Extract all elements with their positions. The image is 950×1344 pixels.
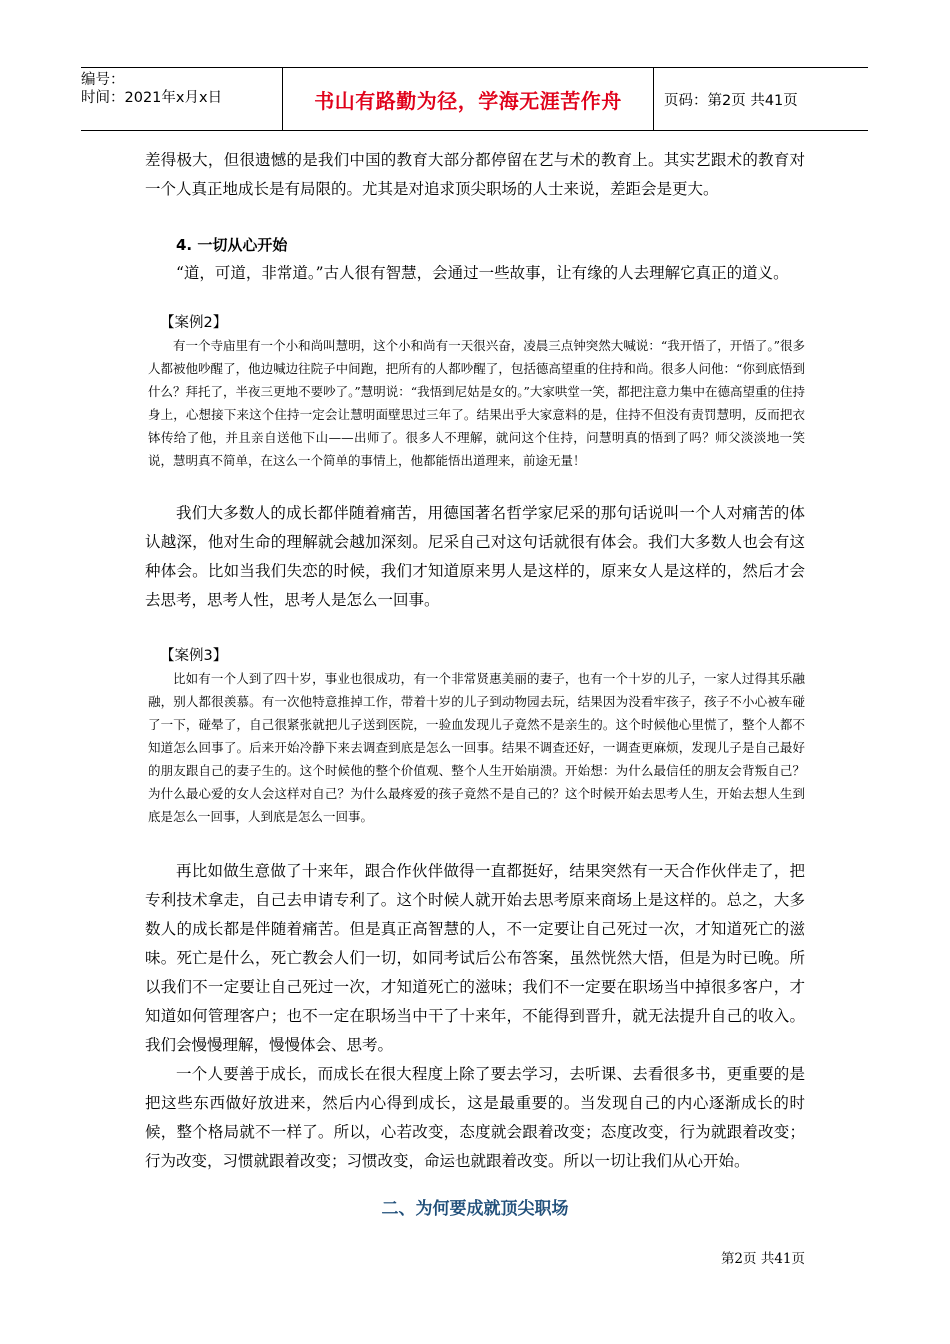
document-date-label: 时间：2021年x月x日 bbox=[81, 90, 223, 106]
page-header bbox=[81, 67, 868, 131]
document-body bbox=[145, 146, 805, 1219]
header-motto-cell bbox=[282, 68, 654, 130]
chapter-title: 二、为何要成就顶尖职场 bbox=[381, 1199, 569, 1219]
paragraph-1: 差得极大，但很遗憾的是我们中国的教育大部分都停留在艺与术的教育上。其实艺跟术的教育对一个人真正地成长是有局限的。尤其是对追求顶尖职场的人士来说，差距会是更大。 bbox=[145, 151, 805, 198]
paragraph-2: “道，可道，非常道。”古人很有智慧，会通过一些故事，让有缘的人去理解它真正的道义。 bbox=[176, 264, 789, 282]
paragraph-4: 再比如做生意做了十来年，跟合作伙伴做得一直都挺好，结果突然有一天合作伙伴走了，把专利技术拿走，自己去申请专利了。这个时候人就开始去思考原来商场上是这样的。总之，大多数人的成长都是伴随着痛苦。但是真正高智慧的人，不一定要让自己死过一次，才知道死亡的滋味。死亡是什么，死亡教会人们一切，如同考试后公布答案，虽然恍然大悟，但是为时已晚。所以我们不一定要让自己死过一次，才知道死亡的滋味；我们不一定要在职场当中掉很多客户，才知道如何管理客户；也不一定在职场当中干了十来年，不能得到晋升，就无法提升自己的收入。我们会慢慢理解，慢慢体会、思考。 bbox=[145, 862, 805, 1054]
header-page-number: 页码：第2页 共41页 bbox=[664, 92, 798, 109]
case-3-text: 比如有一个人到了四十岁，事业也很成功，有一个非常贤惠美丽的妻子，也有一个十岁的儿子，一家人过得其乐融融，别人都很羡慕。有一次他特意推掉工作，带着十岁的儿子到动物园去玩，结果因为没看牢孩子，孩子不小心被车碰了一下，碰晕了，自己很紧张就把儿子送到医院，一验血发现儿子竟然不是亲生的。这个时候他心里慌了，整个人都不知道怎么回事了。后来开始冷静下来去调查到底是怎么一回事。结果不调查还好，一调查更麻烦，发现儿子是自己最好的朋友跟自己的妻子生的。这个时候他的整个价值观、整个人生开始崩溃。开始想：为什么最信任的朋友会背叛自己？为什么最心爱的女人会这样对自己？为什么最疼爱的孩子竟然不是自己的？这个时候开始去思考人生，开始去想人生到底是怎么一回事，人到底是怎么一回事。 bbox=[148, 671, 805, 824]
section-heading-4: 4. 一切从心开始 bbox=[176, 236, 288, 254]
paragraph-5: 一个人要善于成长，而成长在很大程度上除了要去学习，去听课、去看很多书，更重要的是把这些东西做好放进来，然后内心得到成长，这是最重要的。当发现自己的内心逐渐成长的时候，整个格局就不一样了。所以，心若改变，态度就会跟着改变；态度改变，行为就跟着改变；行为改变，习惯就跟着改变；习惯改变，命运也就跟着改变。所以一切让我们从心开始。 bbox=[145, 1065, 805, 1170]
paragraph-3: 我们大多数人的成长都伴随着痛苦，用德国著名哲学家尼采的那句话说叫一个人对痛苦的体认越深，他对生命的理解就会越加深刻。尼采自己对这句话就很有体会。我们大多数人也会有这种体会。比如当我们失恋的时候，我们才知道原来男人是这样的，原来女人是这样的，然后才会去思考，思考人性，思考人是怎么一回事。 bbox=[145, 504, 805, 609]
header-page-cell bbox=[654, 68, 868, 130]
case-2-text: 有一个寺庙里有一个小和尚叫慧明，这个小和尚有一天很兴奋，凌晨三点钟突然大喊说：“我开悟了，开悟了。”很多人都被他吵醒了，他边喊边往院子中间跑，把所有的人都吵醒了，包括德高望重的住持和尚。很多人问他：“你到底悟到什么？拜托了，半夜三更地不要吵了。”慧明说：“我悟到尼姑是女的。”大家哄堂一笑，都把注意力集中在德高望重的住持身上，心想接下来这个住持一定会让慧明面壁思过三年了。结果出乎大家意料的是，住持不但没有责罚慧明，反而把衣钵传给了他，并且亲自送他下山——出师了。很多人不理解，就问这个住持，问慧明真的悟到了吗？师父淡淡地一笑说，慧明真不简单，在这么一个简单的事情上，他都能悟出道理来，前途无量！ bbox=[148, 338, 805, 468]
page-footer: 第2页 共41页 bbox=[720, 1251, 805, 1267]
case-2-label: 【案例2】 bbox=[160, 315, 228, 331]
header-motto: 书山有路勤为径，学海无涯苦作舟 bbox=[314, 88, 622, 113]
document-number-label: 编号： bbox=[81, 72, 125, 88]
case-3-label: 【案例3】 bbox=[160, 648, 228, 664]
header-meta bbox=[81, 68, 282, 130]
